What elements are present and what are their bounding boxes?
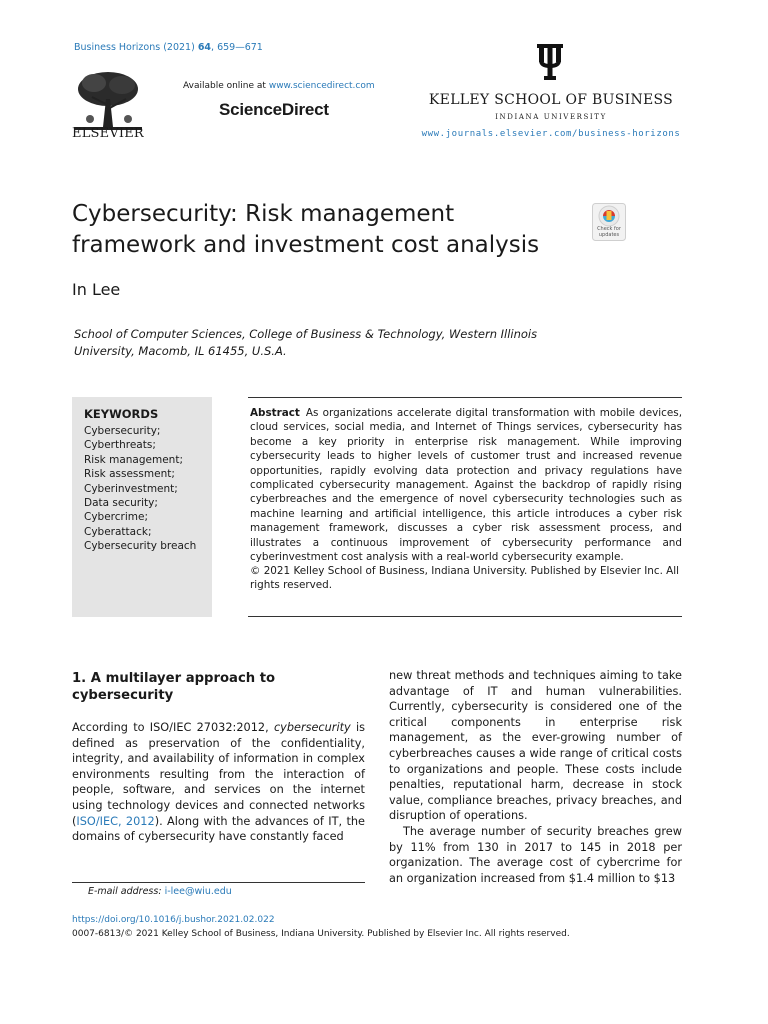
body-text: ). Along with the advances of IT, the domains of cybersecurity have constantly faced [72,814,365,844]
body-column-left [72,720,365,845]
journal-url-link[interactable]: www.journals.elsevier.com/business-horizons [421,129,681,139]
abstract-text [250,406,682,564]
keyword-item: Risk management; [84,453,183,466]
section-heading: 1. A multilayer approach to cybersecurity [72,671,276,703]
keyword-item: Cybercrime; [84,511,148,524]
article-title: Cybersecurity: Risk management framework and investment cost analysis [72,201,540,258]
journal-reference[interactable] [74,42,263,53]
keyword-item: Cyberinvestment; [84,482,178,495]
crossmark-label-line2: updates [598,232,620,238]
keyword-item: Cyberattack; [84,525,152,538]
email-label: E-mail address: [88,886,165,897]
abstract-top-rule [248,397,682,398]
keywords-list [84,424,196,554]
keyword-item: Cyberthreats; [84,439,156,452]
journal-ref-pages: , 659—671 [211,42,263,53]
doi-link[interactable]: https://doi.org/10.1016/j.bushor.2021.02.022 [72,915,275,925]
sciencedirect-logo: ScienceDirect [219,100,329,119]
footer-copyright: 0007-6813/© 2021 Kelley School of Business, Indiana University. Published by Elsevier Inc. All rights reserved. [72,929,570,939]
university-name: INDIANA UNIVERSITY [495,113,607,121]
crossmark-label-line1: Check for [597,226,621,232]
iu-trident-logo [537,44,563,80]
author-affiliation [74,326,594,360]
journal-ref-volume: 64 [197,42,212,53]
keyword-item: Cybersecurity; [84,425,161,437]
body-text: is defined as preservation of the confidentiality, integrity, and availability of information in complex environments resulting from the interaction of people, software, and services on the internet using technology devices and connected networks ( [72,721,365,828]
term-emphasis: cybersecurity [273,721,351,734]
body-paragraph: new threat methods and techniques aiming to take advantage of IT and human vulnerabilities. Currently, cybersecurity is considered one of the critical components in enterprise risk management, as the ever-growing number of cyberbreaches causes a wide range of critical costs to organizations and people. These costs include penalties, reputational harm, decrease in stock value, compliance breaches, privacy breaches, and disruption of operations. [389,669,682,823]
abstract-label: Abstract [250,407,300,419]
school-name: KELLEY SCHOOL OF BUSINESS [428,92,674,108]
abstract-bottom-rule [248,616,682,617]
keywords-title: KEYWORDS [84,407,159,421]
citation-link[interactable]: ISO/IEC, 2012 [76,814,155,828]
keyword-item: Cybersecurity breach [84,540,197,553]
abstract-body: As organizations accelerate digital transformation with mobile devices, cloud services, social media, and Internet of Things services, cybersecurity has become a key priority in enterprise risk management. While improving cybersecurity leads to higher levels of customer trust and increased revenue opportunities, rapidly evolving data protection and privacy regulations have complicated cybersecurity management. Against the backdrop of rapidly rising cyberbreaches and the emergence of novel cybersecurity technologies such as machine learning and artificial intelligence, this article introduces a cyber risk management framework, discusses a cyber risk assessment process, and illustrates a continuous improvement of cybersecurity performance and cyberinvestment cost analysis with a real-world cybersecurity example. [250,407,682,564]
body-column-right [389,668,682,886]
affiliation-line-1: School of Computer Sciences, College of Business & Technology, Western Illinois [74,327,538,341]
sciencedirect-link[interactable]: www.sciencedirect.com [268,81,375,91]
keyword-item: Data security; [84,497,158,510]
email-link[interactable]: i-lee@wiu.edu [164,886,232,897]
keyword-item: Risk assessment; [84,468,175,481]
email-footnote [88,886,232,897]
abstract-copyright: © 2021 Kelley School of Business, Indiana University. Published by Elsevier Inc. All rights reserved. [250,565,680,592]
affiliation-line-2: University, Macomb, IL 61455, U.S.A. [74,344,287,358]
footnote-rule [72,882,365,883]
author-name: In Lee [72,280,121,299]
publisher-name: ELSEVIER [72,126,144,141]
available-online-text: Available online at [183,81,269,91]
available-online [183,81,375,91]
body-paragraph: The average number of security breaches grew by 11% from 130 in 2017 to 145 in 2018 per organization. The average cost of cybercrime for an organization increased from $1.4 million to $13 [389,824,682,885]
journal-ref-prefix: Business Horizons (2021) [74,42,198,53]
body-text: According to ISO/IEC 27032:2012, [72,721,274,734]
crossmark-label [592,226,626,238]
